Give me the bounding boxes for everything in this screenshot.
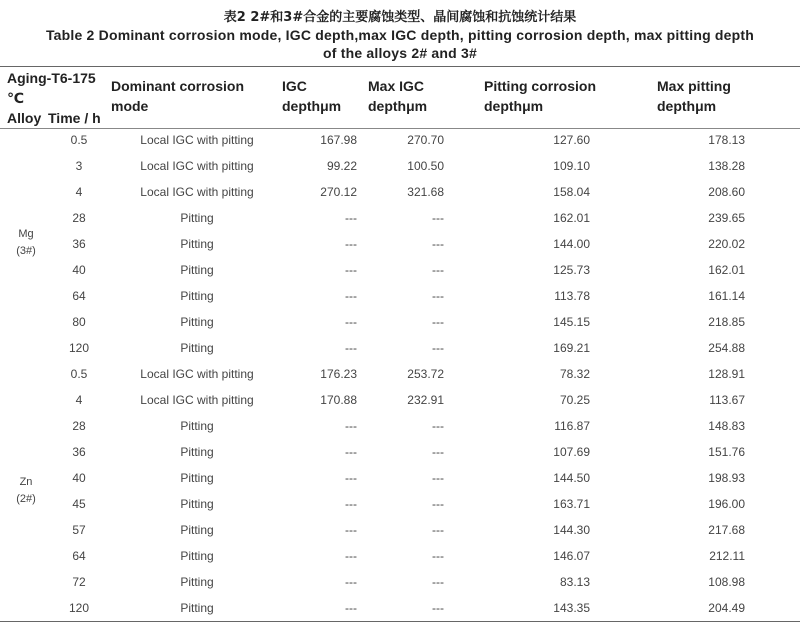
table-caption-chinese: 表2 2#和3#合金的主要腐蚀类型、晶间腐蚀和抗蚀统计结果	[223, 10, 577, 25]
max-igc-depth-cell: ---	[432, 315, 444, 329]
max-pitting-depth-cell: 217.68	[708, 523, 745, 537]
pitting-depth-cell: 113.78	[554, 289, 590, 303]
corrosion-mode-cell: Pitting	[180, 601, 214, 615]
table-row	[0, 309, 800, 335]
corrosion-mode-cell: Pitting	[180, 445, 214, 459]
time-cell: 80	[72, 315, 86, 329]
pitting-depth-cell: 116.87	[554, 419, 590, 433]
pitting-depth-cell: 78.32	[559, 367, 590, 381]
max-igc-depth-cell: ---	[432, 445, 444, 459]
max-igc-depth-cell: ---	[432, 237, 444, 251]
corrosion-mode-cell: Local IGC with pitting	[140, 393, 254, 407]
igc-depth-cell: 167.98	[320, 133, 357, 147]
pitting-depth-cell: 125.73	[553, 263, 590, 277]
corrosion-mode-cell: Pitting	[180, 211, 214, 225]
time-cell: 3	[75, 159, 83, 173]
time-cell: 28	[72, 211, 86, 225]
time-cell: 0.5	[70, 367, 88, 381]
igc-depth-cell: ---	[345, 341, 357, 355]
time-cell: 4	[75, 185, 83, 199]
table-row	[0, 491, 800, 517]
table-row	[0, 127, 800, 153]
corrosion-mode-cell: Local IGC with pitting	[140, 367, 254, 381]
igc-depth-cell: ---	[345, 237, 357, 251]
table-row	[0, 335, 800, 361]
pitting-depth-cell: 70.25	[559, 393, 590, 407]
table-caption-english: Table 2 Dominant corrosion mode, IGC depth,max IGC depth, pitting corrosion depth, max pitting depth of the alloys 2# and 3#	[45, 27, 755, 61]
corrosion-mode-cell: Pitting	[180, 575, 214, 589]
max-igc-depth-cell: ---	[432, 419, 444, 433]
table-row	[0, 517, 800, 543]
igc-depth-cell: ---	[345, 601, 357, 615]
max-pitting-depth-cell: 212.11	[709, 549, 745, 563]
pitting-depth-cell: 158.04	[553, 185, 590, 199]
table-row	[0, 413, 800, 439]
max-pitting-depth-cell: 208.60	[708, 185, 745, 199]
max-igc-depth-cell: 253.72	[407, 367, 444, 381]
max-igc-depth-cell: ---	[432, 523, 444, 537]
igc-depth-cell: 270.12	[320, 185, 357, 199]
pitting-depth-cell: 144.30	[553, 523, 590, 537]
corrosion-mode-cell: Pitting	[180, 263, 214, 277]
max-pitting-depth-cell: 218.85	[708, 315, 745, 329]
table-row	[0, 231, 800, 257]
table-row	[0, 595, 800, 621]
corrosion-mode-cell: Pitting	[180, 419, 214, 433]
header-dominant-corrosion-mode: Dominant corrosion mode	[111, 78, 245, 114]
time-cell: 40	[72, 263, 86, 277]
max-pitting-depth-cell: 148.83	[708, 419, 745, 433]
max-pitting-depth-cell: 162.01	[708, 263, 745, 277]
corrosion-mode-cell: Pitting	[180, 471, 214, 485]
max-pitting-depth-cell: 220.02	[708, 237, 745, 251]
pitting-depth-cell: 169.21	[553, 341, 590, 355]
igc-depth-cell: ---	[345, 289, 357, 303]
table-row	[0, 283, 800, 309]
corrosion-mode-cell: Pitting	[180, 289, 214, 303]
table-row	[0, 205, 800, 231]
igc-depth-cell: ---	[345, 497, 357, 511]
max-pitting-depth-cell: 161.14	[708, 289, 745, 303]
header-alloy: Alloy	[7, 110, 42, 126]
table-row	[0, 387, 800, 413]
max-igc-depth-cell: ---	[432, 575, 444, 589]
table-row	[0, 465, 800, 491]
max-pitting-depth-cell: 254.88	[708, 341, 745, 355]
corrosion-mode-cell: Pitting	[180, 237, 214, 251]
igc-depth-cell: 170.88	[320, 393, 357, 407]
max-pitting-depth-cell: 239.65	[708, 211, 745, 225]
igc-depth-cell: 99.22	[326, 159, 357, 173]
igc-depth-cell: ---	[345, 211, 357, 225]
time-cell: 36	[72, 445, 86, 459]
pitting-depth-cell: 109.10	[553, 159, 590, 173]
header-aging: Aging-T6-175 ℃	[7, 70, 96, 106]
max-pitting-depth-cell: 196.00	[708, 497, 745, 511]
time-cell: 72	[72, 575, 86, 589]
table-row	[0, 361, 800, 387]
alloy-name: Mg	[18, 228, 34, 240]
max-igc-depth-cell: ---	[432, 263, 444, 277]
max-igc-depth-cell: 321.68	[407, 185, 444, 199]
header-max-igc-depth: Max IGC depthμm	[368, 78, 428, 114]
pitting-depth-cell: 107.69	[553, 445, 590, 459]
max-igc-depth-cell: ---	[432, 341, 444, 355]
time-cell: 64	[72, 549, 86, 563]
igc-depth-cell: ---	[345, 523, 357, 537]
pitting-depth-cell: 143.35	[553, 601, 590, 615]
header-igc-depth: IGC depthμm	[282, 78, 342, 114]
max-pitting-depth-cell: 113.67	[709, 393, 745, 407]
corrosion-mode-cell: Pitting	[180, 341, 214, 355]
corrosion-mode-cell: Pitting	[180, 523, 214, 537]
alloy-code: (2#)	[16, 493, 36, 505]
pitting-depth-cell: 127.60	[553, 133, 590, 147]
max-pitting-depth-cell: 108.98	[708, 575, 745, 589]
table-row	[0, 153, 800, 179]
max-igc-depth-cell: ---	[432, 211, 444, 225]
time-cell: 64	[72, 289, 86, 303]
max-igc-depth-cell: ---	[432, 289, 444, 303]
corrosion-mode-cell: Local IGC with pitting	[140, 185, 254, 199]
corrosion-mode-cell: Local IGC with pitting	[140, 133, 254, 147]
max-pitting-depth-cell: 151.76	[708, 445, 745, 459]
time-cell: 120	[68, 601, 90, 615]
max-pitting-depth-cell: 178.13	[708, 133, 745, 147]
header-pitting-depth: Pitting corrosion depthμm	[484, 78, 596, 114]
header-max-pitting-depth: Max pitting depthμm	[657, 78, 731, 114]
pitting-depth-cell: 146.07	[553, 549, 590, 563]
time-cell: 57	[72, 523, 86, 537]
table-row	[0, 569, 800, 595]
pitting-depth-cell: 144.00	[553, 237, 590, 251]
corrosion-mode-cell: Pitting	[180, 497, 214, 511]
max-igc-depth-cell: 270.70	[407, 133, 444, 147]
pitting-depth-cell: 145.15	[553, 315, 590, 329]
table-row	[0, 257, 800, 283]
igc-depth-cell: 176.23	[320, 367, 357, 381]
max-igc-depth-cell: ---	[432, 471, 444, 485]
time-cell: 45	[72, 497, 86, 511]
max-igc-depth-cell: ---	[432, 549, 444, 563]
igc-depth-cell: ---	[345, 419, 357, 433]
igc-depth-cell: ---	[345, 575, 357, 589]
pitting-depth-cell: 163.71	[553, 497, 590, 511]
time-cell: 28	[72, 419, 86, 433]
igc-depth-cell: ---	[345, 315, 357, 329]
table-row	[0, 439, 800, 465]
igc-depth-cell: ---	[345, 549, 357, 563]
corrosion-mode-cell: Local IGC with pitting	[140, 159, 254, 173]
table-bottom-rule	[0, 621, 800, 622]
alloy-code: (3#)	[16, 245, 36, 257]
time-cell: 4	[75, 393, 83, 407]
time-cell: 0.5	[70, 133, 88, 147]
igc-depth-cell: ---	[345, 263, 357, 277]
alloy-name: Zn	[19, 476, 33, 488]
igc-depth-cell: ---	[345, 471, 357, 485]
table-row	[0, 179, 800, 205]
pitting-depth-cell: 83.13	[559, 575, 590, 589]
corrosion-mode-cell: Pitting	[180, 315, 214, 329]
time-cell: 120	[68, 341, 90, 355]
time-cell: 36	[72, 237, 86, 251]
max-pitting-depth-cell: 204.49	[708, 601, 745, 615]
header-time: Time / h	[48, 110, 101, 126]
max-igc-depth-cell: 232.91	[407, 393, 444, 407]
pitting-depth-cell: 162.01	[553, 211, 590, 225]
table-row	[0, 543, 800, 569]
max-pitting-depth-cell: 198.93	[708, 471, 745, 485]
pitting-depth-cell: 144.50	[553, 471, 590, 485]
max-igc-depth-cell: 100.50	[407, 159, 444, 173]
corrosion-mode-cell: Pitting	[180, 549, 214, 563]
time-cell: 40	[72, 471, 86, 485]
max-pitting-depth-cell: 128.91	[708, 367, 745, 381]
max-pitting-depth-cell: 138.28	[708, 159, 745, 173]
max-igc-depth-cell: ---	[432, 497, 444, 511]
table-top-rule	[0, 66, 800, 67]
igc-depth-cell: ---	[345, 445, 357, 459]
max-igc-depth-cell: ---	[432, 601, 444, 615]
